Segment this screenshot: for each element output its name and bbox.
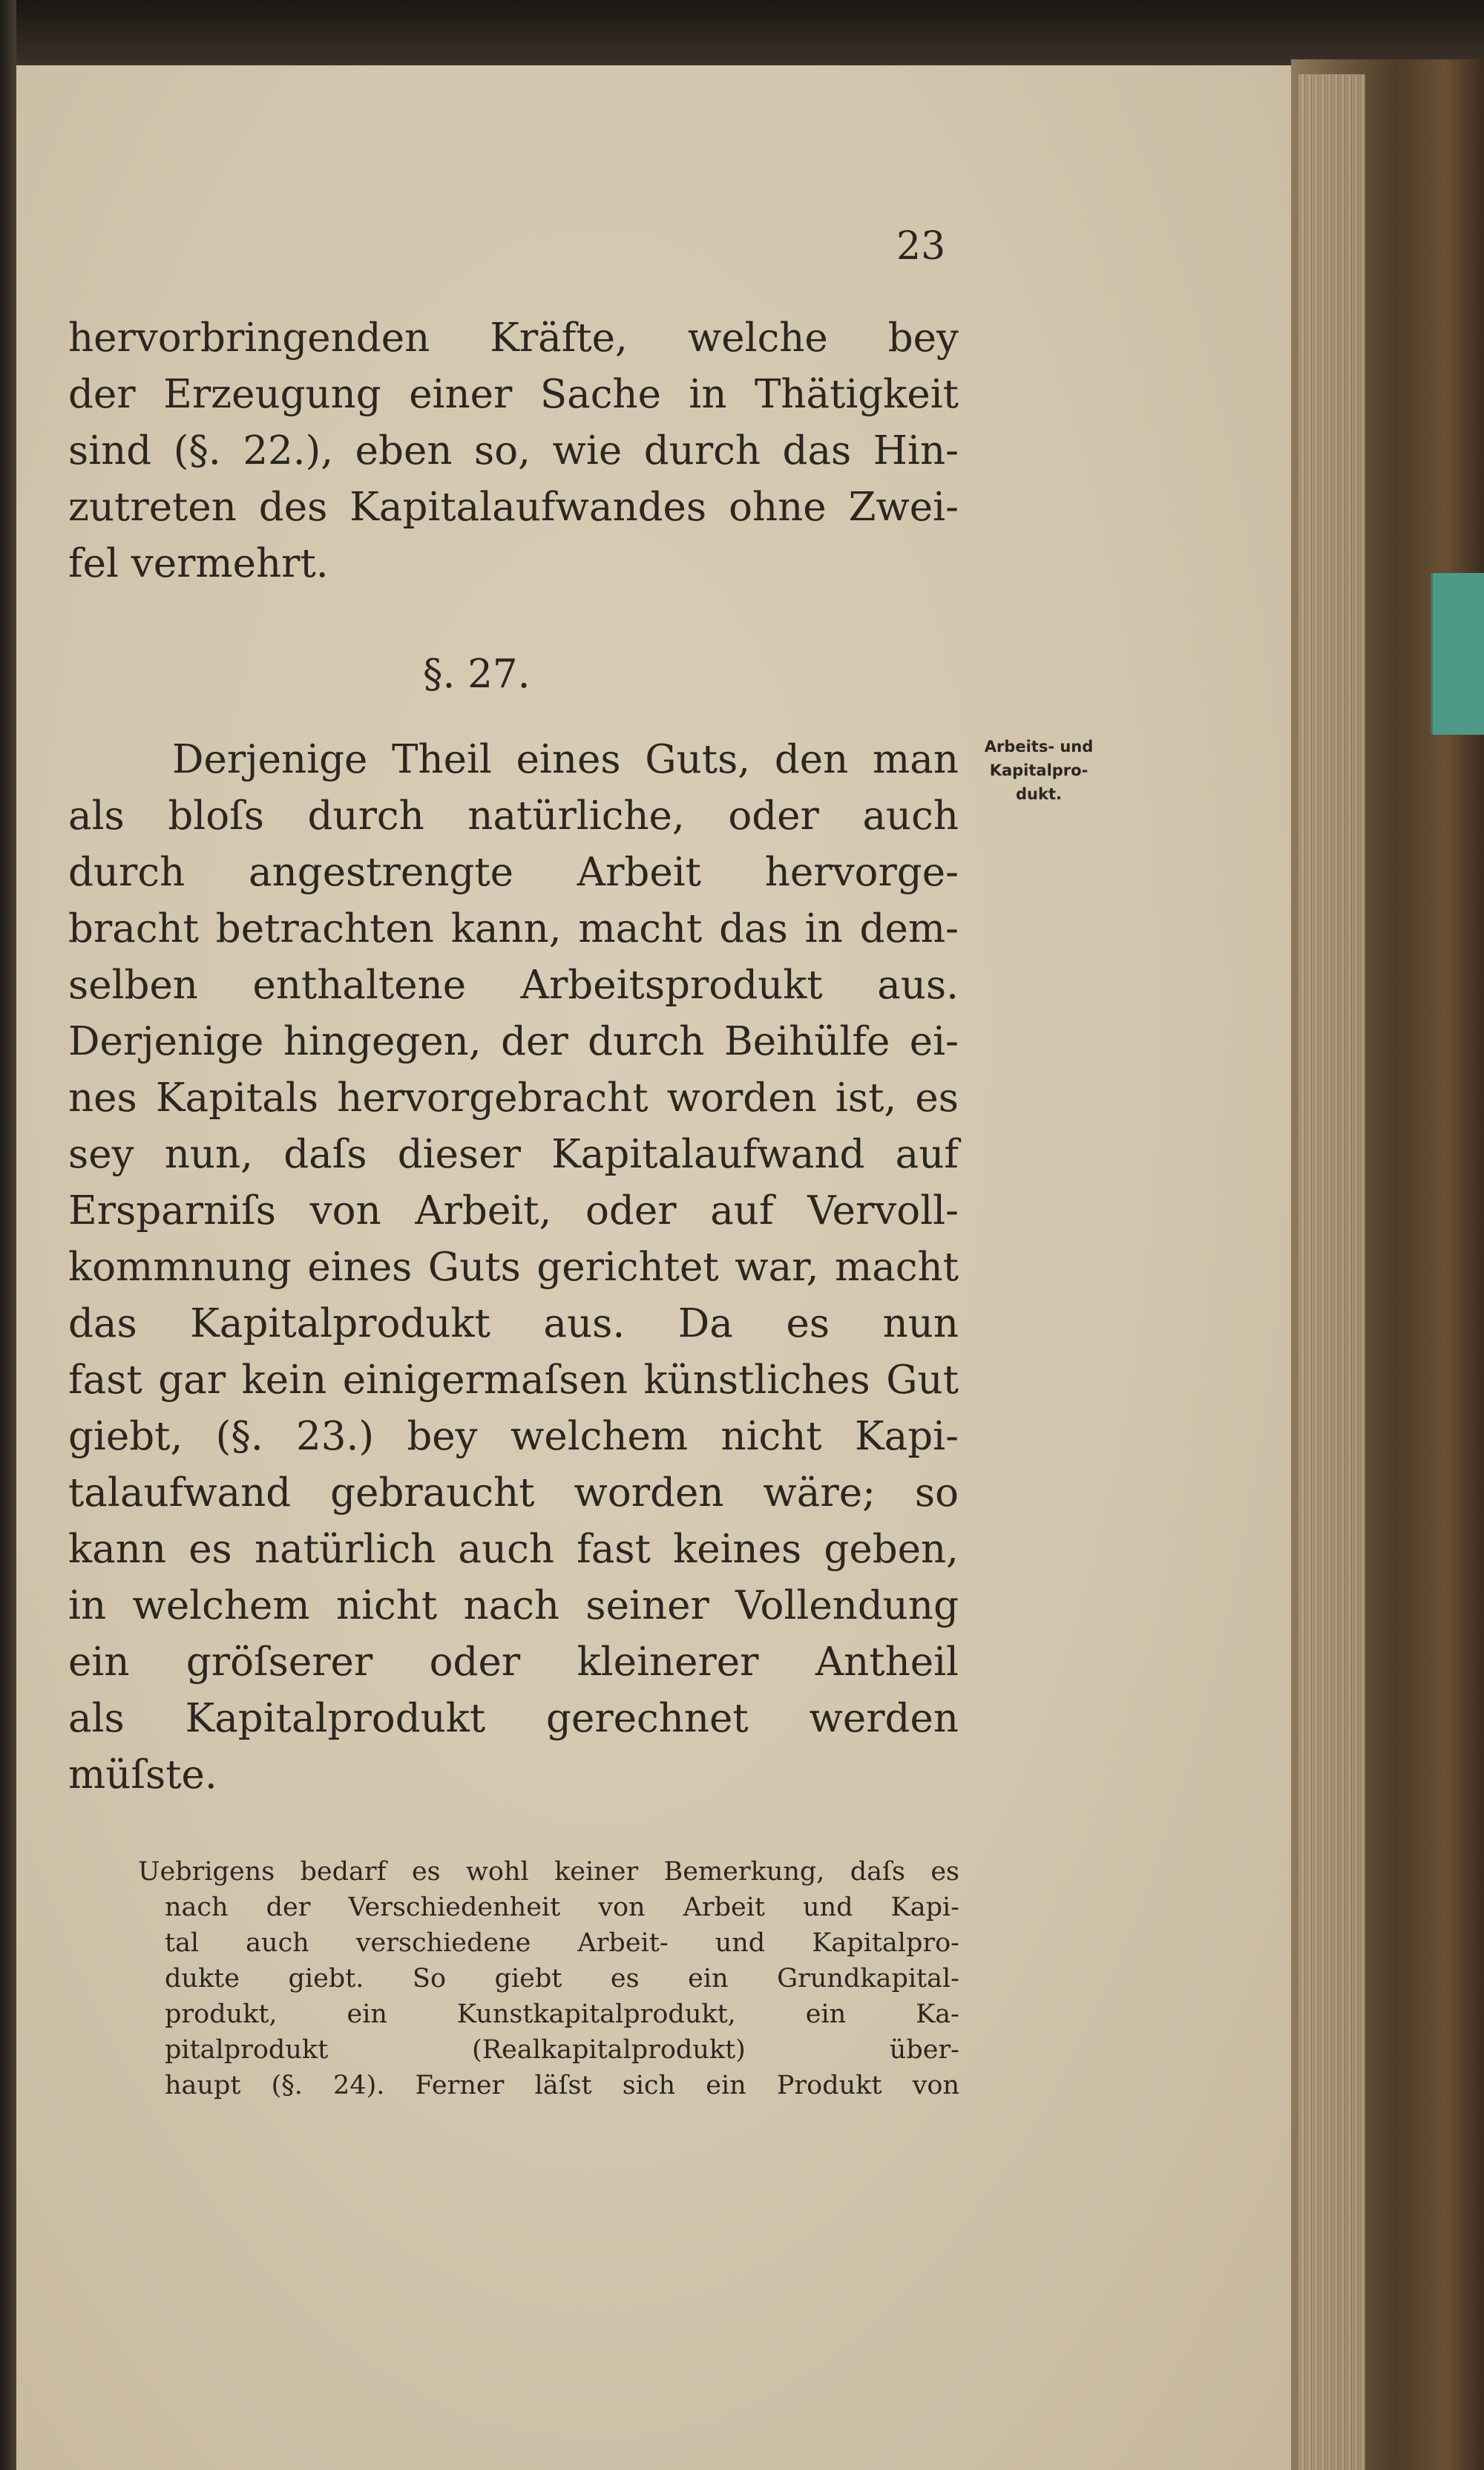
top-text-block	[68, 310, 959, 592]
margin-note-line: dukt.	[1016, 785, 1062, 803]
text-line: giebt, (§. 23.) bey welchem nicht Kapi-	[68, 1414, 959, 1459]
page-fore-edge	[1298, 74, 1365, 2470]
text-line: nes Kapitals hervorgebracht worden ist, es	[68, 1075, 959, 1121]
text-line: sey nun, daſs dieser Kapitalaufwand auf	[68, 1132, 959, 1177]
text-line: fel vermehrt.	[68, 541, 329, 586]
paragraph-block	[68, 732, 959, 1804]
footnote-line: pitalprodukt (Realkapitalprodukt) über-	[165, 2035, 959, 2065]
footnote-line: tal auch verschiedene Arbeit- und Kapitalpro-	[165, 1928, 959, 1958]
text-line: kommnung eines Guts gerichtet war, macht	[68, 1245, 959, 1290]
text-line: fast gar kein einigermaſsen künstliches Gut	[68, 1357, 959, 1403]
footnote-line: haupt (§. 24). Ferner läſst sich ein Produkt von	[165, 2071, 959, 2100]
text-line: Derjenige hingegen, der durch Beihülfe ei-	[68, 1019, 959, 1064]
text-line: Ersparniſs von Arbeit, oder auf Vervoll-	[68, 1188, 959, 1234]
bookmark-tab	[1431, 573, 1484, 735]
footnote-line: produkt, ein Kunstkapitalprodukt, ein Ka-	[165, 1999, 959, 2029]
margin-note	[957, 735, 1120, 806]
text-line: durch angestrengte Arbeit hervorge-	[68, 850, 959, 895]
footnote-line: dukte giebt. So giebt es ein Grundkapital-	[165, 1964, 959, 1994]
footnote-line: Uebrigens bedarf es wohl keiner Bemerkung, daſs es	[138, 1857, 959, 1887]
text-line: kann es natürlich auch fast keines geben,	[68, 1527, 959, 1572]
text-line: sind (§. 22.), eben so, wie durch das Hin-	[68, 428, 959, 474]
text-line: bracht betrachten kann, macht das in dem-	[68, 906, 959, 951]
text-line: hervorbringenden Kräfte, welche bey	[68, 315, 959, 361]
page-number: 23	[896, 224, 946, 269]
scan-left-edge	[0, 0, 16, 2470]
scan-top-edge	[0, 0, 1484, 65]
text-line: zutreten des Kapitalaufwandes ohne Zwei-	[68, 485, 959, 530]
text-line: Derjenige Theil eines Guts, den man	[172, 737, 959, 782]
footnote-line: nach der Verschiedenheit von Arbeit und Kapi-	[165, 1893, 959, 1922]
footnote-block	[139, 1854, 959, 2103]
text-line: in welchem nicht nach seiner Vollendung	[68, 1583, 959, 1628]
text-line: selben enthaltene Arbeitsprodukt aus.	[68, 963, 959, 1008]
text-line: ein gröſserer oder kleinerer Antheil	[68, 1639, 959, 1685]
text-line: talaufwand gebraucht worden wäre; so	[68, 1470, 959, 1516]
text-line: als bloſs durch natürliche, oder auch	[68, 793, 959, 839]
text-line: müſste.	[68, 1752, 217, 1798]
text-line: das Kapitalprodukt aus. Da es nun	[68, 1301, 959, 1346]
text-line: als Kapitalprodukt gerechnet werden	[68, 1696, 959, 1741]
section-heading: §. 27.	[423, 652, 531, 697]
margin-note-line: Arbeits- und	[984, 738, 1094, 756]
margin-note-line: Kapitalpro-	[989, 761, 1089, 779]
text-line: der Erzeugung einer Sache in Thätigkeit	[68, 372, 959, 417]
